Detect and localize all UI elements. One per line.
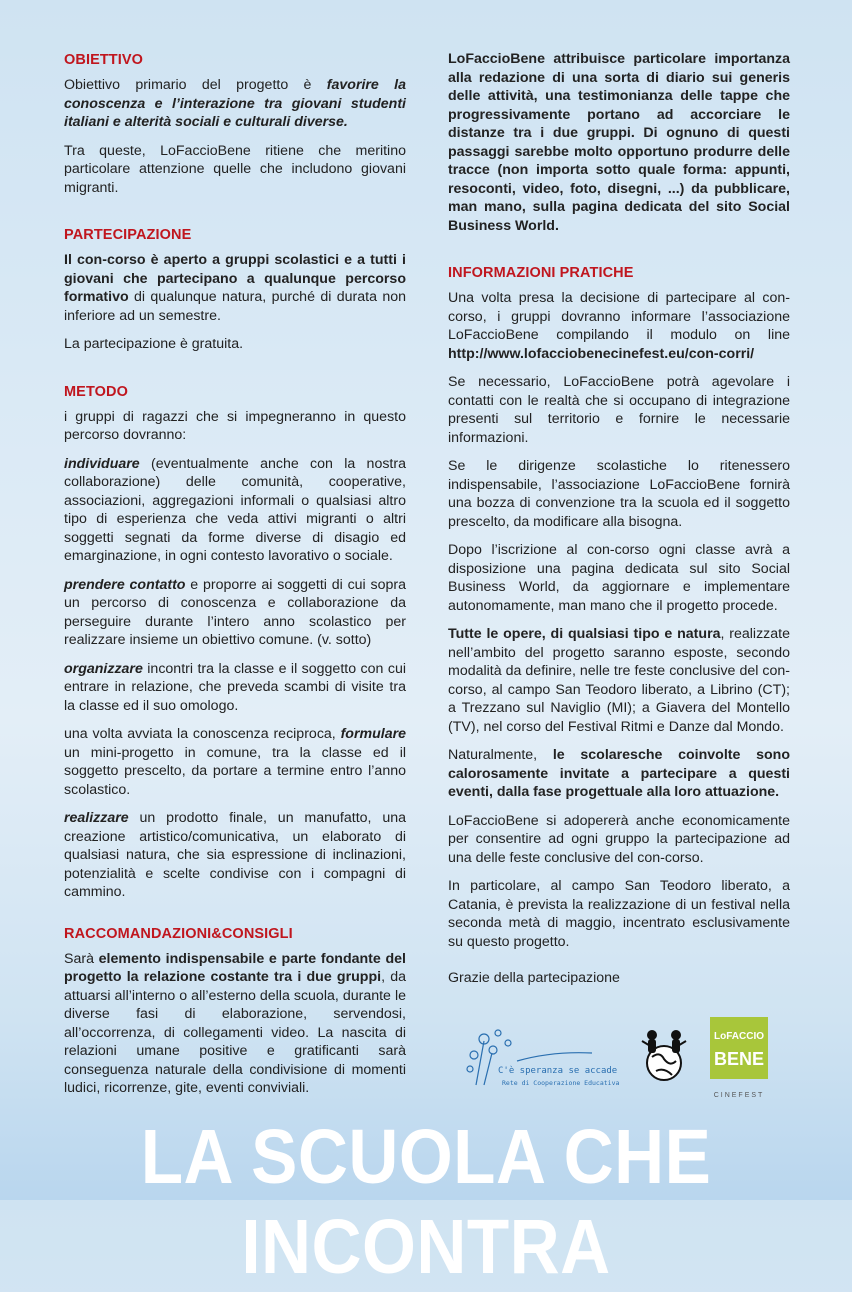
thanks-text: Grazie della partecipazione xyxy=(448,970,620,986)
speranza-logo xyxy=(462,1023,622,1093)
info-paragraph-5 xyxy=(448,625,790,736)
metodo-keyword: organizzare xyxy=(64,660,143,677)
lofacciobene-logo xyxy=(708,1015,770,1103)
metodo-text: e proporre ai soggetti di cui sopra un percorso di conoscenza e collaborazione da perseguire durante l’intero anno scolastico per realizzare insieme un obiettivo comune. (v. sotto) xyxy=(64,576,406,648)
obiettivo-heading: OBIETTIVO xyxy=(64,52,144,68)
metodo-keyword: realizzare xyxy=(64,810,129,826)
obiettivo-emphasis: favorire la conoscenza e l’interazione tra giovani studenti italiani e alterità sociali e culturali diverse. xyxy=(64,77,406,130)
metodo-keyword: prendere contatto xyxy=(64,576,186,593)
partecipazione-paragraph-1 xyxy=(64,251,406,325)
info-text: , realizzate nell’ambito del progetto saranno esposte, secondo modalità da definire, nelle tre feste conclusive del con-corso, al campo San Teodoro liberato, a Librino (CT); a Trezzano sul Naviglio (MI); a Giavera del Montello (TV), nel corso del Festival Ritmi e Danze dal Mondo. xyxy=(448,626,790,735)
logo1-subtitle: Rete di Cooperazione Educativa xyxy=(502,1079,620,1087)
partecipazione-heading: PARTECIPAZIONE xyxy=(64,227,192,243)
metodo-item xyxy=(64,576,406,650)
metodo-keyword: formulare xyxy=(340,726,406,742)
diario-paragraph: LoFaccioBene attribuisce particolare importanza alla redazione di una sorta di diario sui generis delle attività, una testimonianza delle tappe che progressivamente portano ad accorciare le distanze tra i due gruppi. Di ognuno di questi passaggi sarebbe molto opportuno produrre delle tracce (non importa sotto quale forma: appunti, resoconti, video, foto, disegni, ...) da pubblicare, man mano, sulla pagina dedicata del sito Social Business World. xyxy=(448,51,790,234)
registration-link[interactable]: http://www.lofacciobenecinefest.eu/con-corri/ xyxy=(448,345,755,362)
info-paragraph-7: LoFaccioBene si adopererà anche economicamente per consentire ad ogni gruppo la partecipazione ad una delle feste conclusive del con-corso. xyxy=(448,812,790,866)
obiettivo-paragraph-2: Tra queste, LoFaccioBene ritiene che meritino particolare attenzione quelle che includono giovani migranti. xyxy=(64,142,406,196)
metodo-text: un mini-progetto in comune, tra la classe ed il soggetto prescelto, da portare a termine entro l’anno scolastico. xyxy=(64,744,406,798)
partner-logos xyxy=(462,1015,792,1110)
metodo-item xyxy=(64,725,406,799)
left-column xyxy=(64,50,406,1108)
metodo-item xyxy=(64,455,406,566)
metodo-item xyxy=(64,809,406,902)
raccomandazioni-text: , da attuarsi all’interno o all’esterno della scuola, durante le diverse fasi di elaborazione, servendosi, all’occorrenza, di collegamenti video. La nascita di relazioni umane positive e gratificanti sarà conseguenza naturale della condivisione di momenti ludici, ricorrenze, gite, eventi conviviali. xyxy=(64,969,406,1096)
raccomandazioni-heading: RACCOMANDAZIONI&CONSIGLI xyxy=(64,925,293,942)
info-paragraph-8: In particolare, al campo San Teodoro liberato, a Catania, è prevista la realizzazione di un festival nella seconda metà di maggio, incentrato esclusivamente su questo progetto. xyxy=(448,878,790,950)
partecipazione-emphasis: Il con-corso è aperto a gruppi scolastici e a tutti i giovani che partecipano a qualunque percorso formativo xyxy=(64,252,406,305)
logo1-tagline: C'è speranza se accade xyxy=(498,1066,618,1076)
info-text: Naturalmente, xyxy=(448,747,553,763)
metodo-text: una volta avviata la conoscenza reciproca, xyxy=(64,726,341,742)
metodo-text: incontri tra la classe e il soggetto con cui entrare in relazione, che preveda scambi di visite tra la classe ed il suo omologo. xyxy=(64,660,406,714)
footer-title: LA SCUOLA CHE INCONTRA xyxy=(140,1114,712,1290)
svg-text:LoFACCIO: LoFACCIO xyxy=(714,1031,764,1042)
raccomandazioni-emphasis: elemento indispensabile e parte fondante del progetto la relazione costante tra i due gruppi xyxy=(64,950,406,985)
info-paragraph-6 xyxy=(448,746,790,802)
metodo-heading: METODO xyxy=(64,383,128,400)
info-text: Una volta presa la decisione di partecipare al con-corso, i gruppi dovranno informare l’associazione LoFaccioBene compilando il modulo on line xyxy=(448,290,790,343)
info-emphasis: le scolaresche coinvolte sono calorosamente invitate a partecipare a questi eventi, dalla fase progettuale alla loro attuazione. xyxy=(448,747,790,800)
right-column xyxy=(448,50,790,998)
obiettivo-text: Obiettivo primario del progetto è xyxy=(64,77,327,93)
info-paragraph-2: Se necessario, LoFaccioBene potrà agevolare i contatti con le realtà che si occupano di integrazione presenti sul territorio e fornire le necessarie informazioni. xyxy=(448,374,790,446)
partecipazione-text: di qualunque natura, purché di durata non inferiore ad un semestre. xyxy=(64,289,406,324)
info-paragraph-1 xyxy=(448,289,790,363)
metodo-item xyxy=(64,660,406,716)
metodo-keyword: individuare xyxy=(64,455,140,472)
obiettivo-paragraph-1 xyxy=(64,76,406,132)
metodo-text: un prodotto finale, un manufatto, una creazione artistico/comunicativa, un elaborato di qualsiasi natura, che sia espressione di inclinazioni, potenzialità e scelte condivise con i compagni di cammino. xyxy=(64,810,406,900)
svg-text:BENE: BENE xyxy=(713,1049,765,1069)
logo3-subtitle: CINEFEST xyxy=(713,1092,765,1099)
info-paragraph-4: Dopo l’iscrizione al con-corso ogni classe avrà a disposizione una pagina dedicata sul sito Social Business World, da aggiornare e implementare autonomamente, man mano che il progetto procede. xyxy=(448,542,790,614)
raccomandazioni-text: Sarà xyxy=(64,950,99,967)
raccomandazioni-paragraph xyxy=(64,950,406,1098)
info-emphasis: Tutte le opere, di qualsiasi tipo e natura xyxy=(448,626,721,642)
globe-logo xyxy=(634,1021,694,1091)
informazioni-heading: INFORMAZIONI PRATICHE xyxy=(448,265,634,281)
metodo-text: (eventualmente anche con la nostra collaborazione) delle comunità, cooperative, associazioni, aggregazioni informali o qualsiasi altro tipo di esperienza che veda attivi migranti o altri soggetti segnati da forme diverse di disagio ed emarginazione, in ogni contesto lavorativo o sociale. xyxy=(64,455,406,564)
info-paragraph-3: Se le dirigenze scolastiche lo ritenessero indispensabile, l’associazione LoFaccioBene fornirà una bozza di convenzione tra la scuola ed il soggetto prescelto, da modificare alla bisogna. xyxy=(448,458,790,530)
metodo-intro: i gruppi di ragazzi che si impegneranno in questo percorso dovranno: xyxy=(64,408,406,443)
partecipazione-paragraph-2: La partecipazione è gratuita. xyxy=(64,336,244,352)
